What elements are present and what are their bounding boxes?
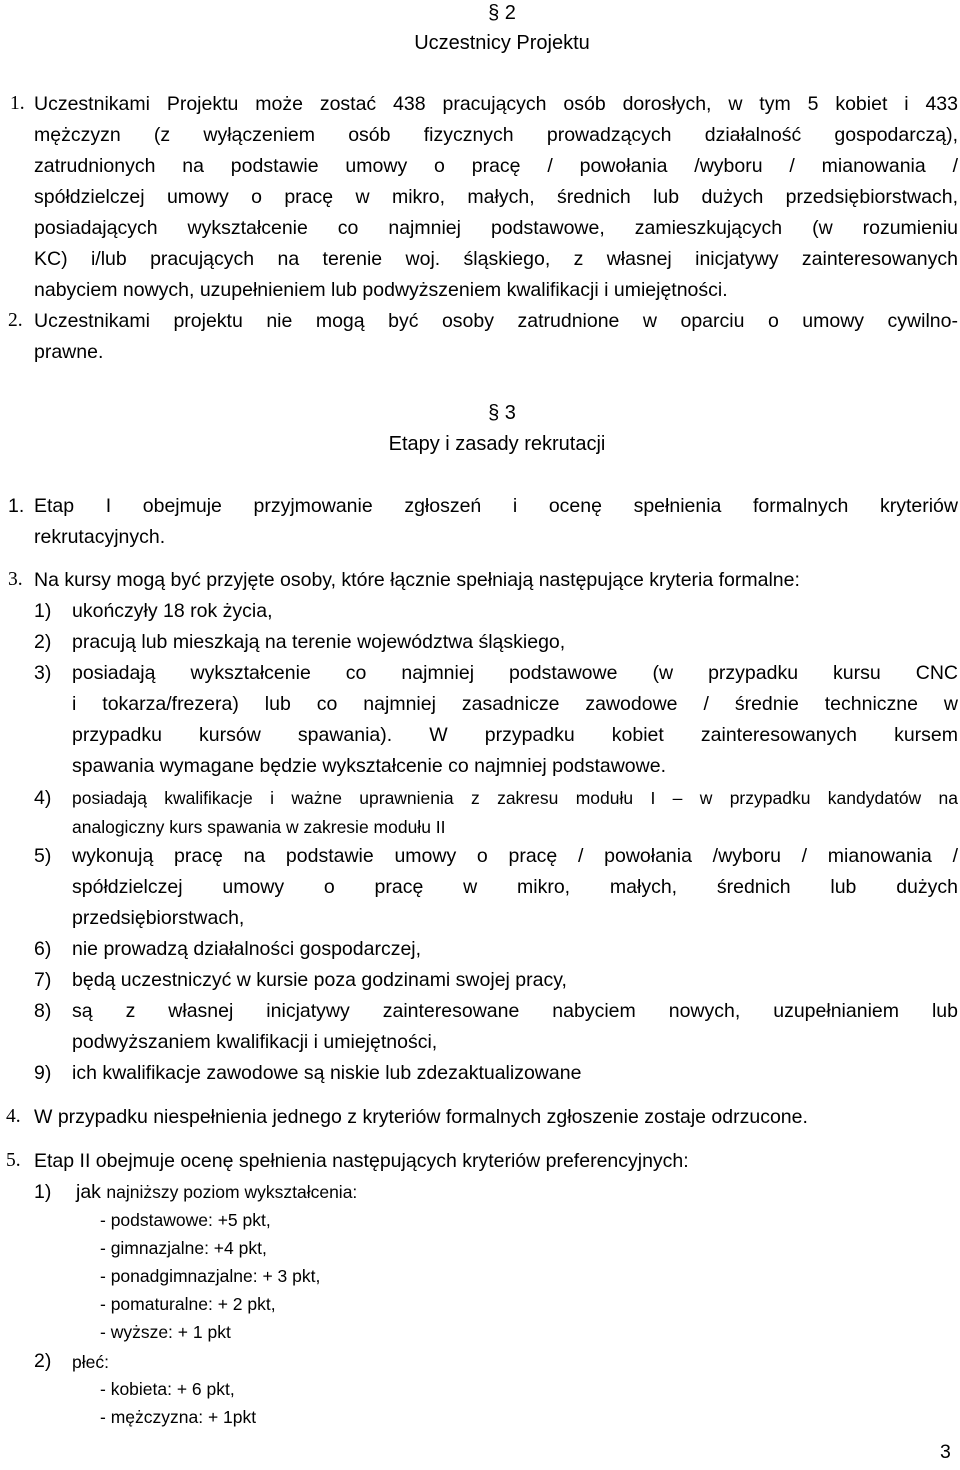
- criterion-label-word: jak: [76, 1181, 101, 1203]
- criterion-label: [76, 1180, 357, 1204]
- section-3-mark: § 3: [488, 402, 516, 424]
- criterion-line: przypadku kursów spawania). W przypadku kobiet zainteresowanych kursem: [72, 724, 958, 746]
- criterion-line: spółdzielczej umowy o pracę w mikro, małych, średnich lub dużych: [72, 876, 958, 898]
- criterion-number: 7): [34, 969, 52, 991]
- paragraph-line: rekrutacyjnych.: [34, 526, 166, 548]
- section-2-mark: § 2: [488, 2, 516, 24]
- points-line: - podstawowe: +5 pkt,: [100, 1210, 271, 1230]
- criterion-line: posiadają wykształcenie co najmniej podstawowe (w przypadku kursu CNC: [72, 662, 958, 684]
- criterion-line: ukończyły 18 rok życia,: [72, 600, 273, 622]
- points-line: - kobieta: + 6 pkt,: [100, 1379, 235, 1399]
- paragraph-line: KC) i/lub pracujących na terenie woj. śląskiego, z własnej inicjatywy zainteresowanych: [34, 248, 958, 270]
- criterion-label-rest: najniższy poziom wykształcenia:: [106, 1182, 358, 1202]
- criterion-line: spawania wymagane będzie wykształcenie co najmniej podstawowe.: [72, 755, 666, 777]
- item-number: 1.: [10, 93, 25, 114]
- criterion-number: 5): [34, 845, 52, 867]
- paragraph-line: prawne.: [34, 341, 104, 363]
- criterion-number: 1): [34, 600, 52, 622]
- criterion-line: będą uczestniczyć w kursie poza godzinami swojej pracy,: [72, 969, 567, 991]
- criterion-line: i tokarza/frezera) lub co najmniej zasadnicze zawodowe / średnie techniczne w: [72, 693, 958, 715]
- paragraph-line: spółdzielczej umowy o pracę w mikro, małych, średnich lub dużych przedsiębiorstwach,: [34, 186, 958, 208]
- paragraph-line: Etap II obejmuje ocenę spełnienia następujących kryteriów preferencyjnych:: [34, 1150, 689, 1172]
- item-number: 2.: [8, 310, 23, 331]
- criterion-number: 2): [34, 1350, 52, 1372]
- criterion-number: 1): [34, 1181, 52, 1203]
- criterion-line: pracują lub mieszkają na terenie województwa śląskiego,: [72, 631, 566, 653]
- item-number: 3.: [8, 569, 23, 590]
- criterion-line: ich kwalifikacje zawodowe są niskie lub zdezaktualizowane: [72, 1062, 582, 1084]
- criterion-line: wykonują pracę na podstawie umowy o pracę / powołania /wyboru / mianowania /: [72, 845, 958, 867]
- paragraph-line: zatrudnionych na podstawie umowy o pracę / powołania /wyboru / mianowania /: [34, 155, 958, 177]
- points-line: - wyższe: + 1 pkt: [100, 1322, 231, 1342]
- points-line: - ponadgimnazjalne: + 3 pkt,: [100, 1266, 321, 1286]
- criterion-number: 6): [34, 938, 52, 960]
- item-number: 4.: [6, 1106, 21, 1127]
- criterion-line: są z własnej inicjatywy zainteresowane nabyciem nowych, uzupełnianiem lub: [72, 1000, 958, 1022]
- item-number: 5.: [6, 1150, 21, 1171]
- paragraph-line: W przypadku niespełnienia jednego z kryteriów formalnych zgłoszenie zostaje odrzucone.: [34, 1106, 808, 1128]
- criterion-number: 3): [34, 662, 52, 684]
- paragraph-line: posiadających wykształcenie co najmniej podstawowe, zamieszkujących (w rozumieniu: [34, 217, 958, 239]
- criterion-number: 8): [34, 1000, 52, 1022]
- section-3-title: Etapy i zasady rekrutacji: [388, 433, 606, 455]
- paragraph-line: Etap I obejmuje przyjmowanie zgłoszeń i ocenę spełnienia formalnych kryteriów: [34, 495, 958, 517]
- item-number: 1.: [8, 495, 25, 517]
- criterion-line: analogiczny kurs spawania w zakresie modułu II: [72, 817, 446, 837]
- criterion-line: posiadają kwalifikacje i ważne uprawnienia z zakresu modułu I – w przypadku kandydatów na: [72, 788, 958, 808]
- points-line: - gimnazjalne: +4 pkt,: [100, 1238, 267, 1258]
- paragraph-line: mężczyzn (z wyłączeniem osób fizycznych prowadzących działalność gospodarczą),: [34, 124, 958, 146]
- paragraph-line: Uczestnikami Projektu może zostać 438 pracujących osób dorosłych, w tym 5 kobiet i 433: [34, 93, 958, 115]
- criterion-number: 2): [34, 631, 52, 653]
- page-number: 3: [940, 1441, 951, 1463]
- paragraph-line: Na kursy mogą być przyjęte osoby, które łącznie spełniają następujące kryteria formalne:: [34, 569, 800, 591]
- criterion-number: 4): [34, 787, 52, 809]
- section-2-title: Uczestnicy Projektu: [414, 32, 590, 54]
- criterion-line: nie prowadzą działalności gospodarczej,: [72, 938, 422, 960]
- paragraph-line: Uczestnikami projektu nie mogą być osoby zatrudnione w oparciu o umowy cywilno-: [34, 310, 958, 332]
- criterion-number: 9): [34, 1062, 52, 1084]
- paragraph-line: nabyciem nowych, uzupełnieniem lub podwyższeniem kwalifikacji i umiejętności.: [34, 279, 728, 301]
- criterion-line: przedsiębiorstwach,: [72, 907, 245, 929]
- criterion-line: podwyższaniem kwalifikacji i umiejętności,: [72, 1031, 438, 1053]
- criterion-label: płeć:: [72, 1352, 109, 1372]
- points-line: - mężczyzna: + 1pkt: [100, 1407, 257, 1427]
- points-line: - pomaturalne: + 2 pkt,: [100, 1294, 276, 1314]
